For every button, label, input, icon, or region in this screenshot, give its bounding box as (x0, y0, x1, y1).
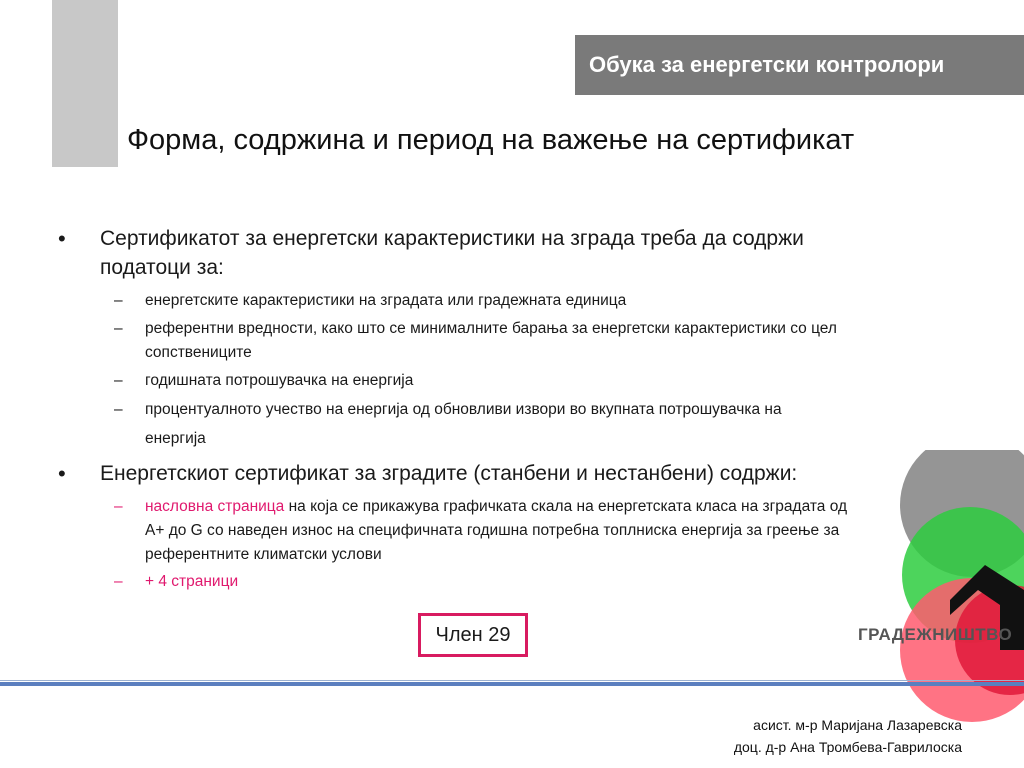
bullet-1-line1: Сертификатот за енергетски карактеристики на зграда треба да содржи (100, 227, 804, 250)
sub-item (114, 570, 975, 594)
sub-item-text-cont: сопствениците (145, 344, 252, 361)
footer-divider-thin (0, 680, 1024, 681)
sub-item-text (145, 495, 975, 519)
sub-item-text-cont: енергија (145, 430, 206, 447)
dash-symbol: – (114, 573, 123, 590)
sub-item (114, 369, 975, 393)
bullet-symbol: • (58, 461, 66, 486)
decorative-side-bar (52, 0, 118, 167)
dash-symbol: – (114, 498, 123, 515)
sub-item-text-cont: A+ до G со наведен износ на специфичната годишна потребна топлниска енергија за греење за (145, 522, 840, 539)
author-1: асист. м-р Маријана Лазаревска (753, 717, 962, 733)
bullet-symbol: • (58, 226, 66, 251)
dash-symbol: – (114, 401, 123, 418)
dash-symbol: – (114, 320, 123, 337)
course-title-banner (575, 35, 1024, 95)
article-reference-box (418, 613, 528, 657)
sub-item-text-cont: референтните климатски услови (145, 546, 382, 563)
sub-item-text: годишната потрошувачка на енергија (145, 372, 414, 389)
sub-item-text: процентуалното учество на енергија од обновливи извори во вкупната потрошувачка на (145, 401, 782, 418)
sub-item-text: енергетските карактеристики на зградата или градежната единица (145, 292, 627, 309)
sub-item (114, 398, 975, 451)
footer-divider (0, 682, 1024, 686)
slide-title: Форма, содржина и период на важење на сертификат (127, 124, 855, 156)
logo-text: ГРАДЕЖНИШТВО (858, 625, 1013, 644)
article-label: Член 29 (435, 623, 511, 646)
course-title: Обука за енергетски контролори (589, 52, 945, 77)
sub-item (114, 495, 975, 567)
highlight-text: насловна страница (145, 498, 285, 515)
bullet-item-1 (58, 224, 920, 282)
sub-item-text: + 4 страници (145, 573, 239, 590)
sub-item-text-rest: на која се прикажува графичката скала на енергетската класа на зградата од (284, 498, 848, 515)
gradeznistvo-logo (860, 450, 1024, 730)
bullet-2-text: Енергетскиот сертификат за зградите (станбени и нестанбени) содржи: (100, 462, 798, 485)
author-2: доц. д-р Ана Тромбева-Гаврилоска (733, 739, 962, 755)
sub-item (114, 317, 975, 365)
bullet-item-2 (58, 459, 920, 488)
bullet-1-line2: податоци за: (100, 256, 224, 279)
sub-item (114, 289, 975, 313)
dash-symbol: – (114, 292, 123, 309)
dash-symbol: – (114, 372, 123, 389)
authors-block (734, 714, 962, 758)
sub-item-text: референтни вредности, како што се минималните барања за енергетски карактеристики со цел (145, 320, 837, 337)
